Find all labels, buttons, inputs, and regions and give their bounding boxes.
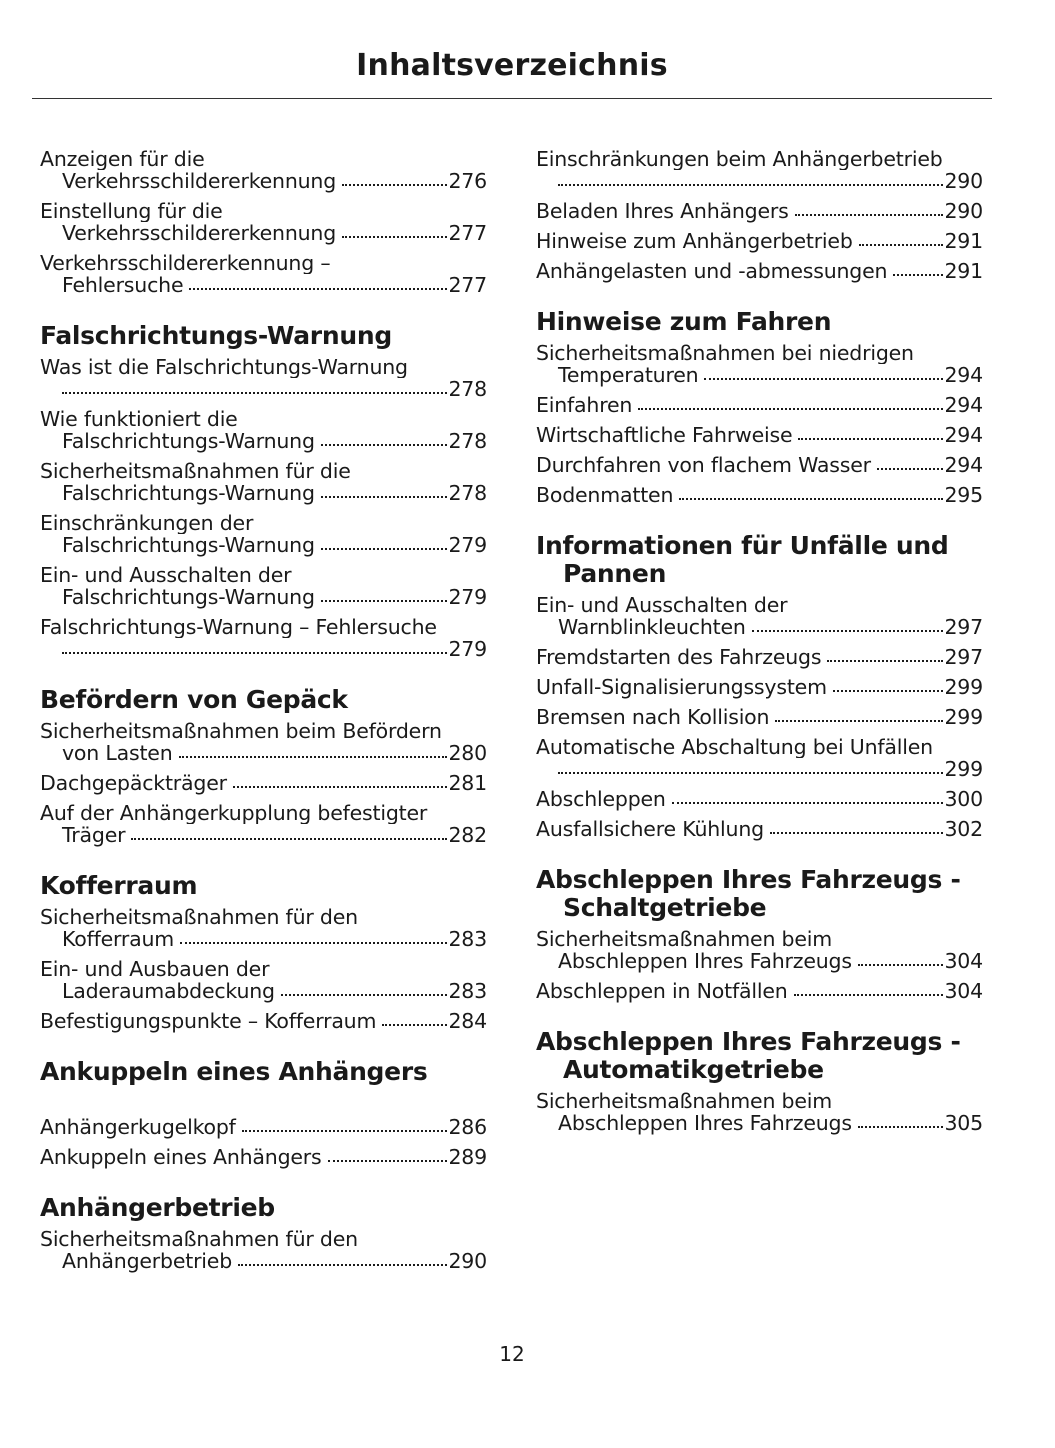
toc-entry-row bbox=[40, 1250, 487, 1272]
dot-leader bbox=[877, 456, 944, 472]
toc-entry-title: Einschränkungen beim Anhängerbetrieb bbox=[536, 148, 943, 170]
toc-entry[interactable] bbox=[536, 928, 983, 972]
toc-page-number: 294 bbox=[944, 363, 983, 387]
toc-entry-title: Ein- und Ausschalten der bbox=[536, 594, 788, 616]
toc-entry[interactable] bbox=[536, 148, 983, 192]
toc-entry-title: Sicherheitsmaßnahmen für den bbox=[40, 906, 358, 928]
toc-page-number: 278 bbox=[448, 377, 487, 401]
toc-page-number: 283 bbox=[448, 927, 487, 951]
toc-page-number: 294 bbox=[944, 453, 983, 477]
toc-entry-title: Sicherheitsmaßnahmen beim Befördern bbox=[40, 720, 442, 742]
toc-entry-title: Sicherheitsmaßnahmen bei niedrigen bbox=[536, 342, 914, 364]
toc-entry-row bbox=[40, 824, 487, 846]
toc-entry[interactable] bbox=[40, 200, 487, 244]
toc-entry[interactable] bbox=[40, 512, 487, 556]
toc-entry-row bbox=[40, 742, 487, 764]
toc-entry[interactable] bbox=[536, 342, 983, 386]
toc-entry[interactable] bbox=[40, 1228, 487, 1272]
toc-entry-row bbox=[536, 454, 983, 476]
toc-entry-text: Abschleppen bbox=[536, 787, 666, 811]
toc-section bbox=[40, 1058, 487, 1168]
toc-page-number: 305 bbox=[944, 1111, 983, 1135]
toc-entry[interactable] bbox=[40, 720, 487, 764]
toc-page-number: 294 bbox=[944, 423, 983, 447]
toc-page-number: 295 bbox=[944, 483, 983, 507]
toc-page-number: 277 bbox=[448, 221, 487, 245]
toc-entry-row bbox=[536, 424, 983, 446]
toc-page-number: 299 bbox=[944, 705, 983, 729]
toc-page-number: 304 bbox=[944, 949, 983, 973]
toc-entry-text: Durchfahren von flachem Wasser bbox=[536, 453, 871, 477]
dot-leader bbox=[704, 366, 943, 382]
toc-page-number: 282 bbox=[448, 823, 487, 847]
toc-section bbox=[536, 866, 983, 1002]
toc-entry-text: Fehlersuche bbox=[62, 273, 184, 297]
toc-section bbox=[536, 532, 983, 840]
toc-page-number: 283 bbox=[448, 979, 487, 1003]
toc-page-number: 294 bbox=[944, 393, 983, 417]
toc-page-number: 297 bbox=[944, 615, 983, 639]
toc-entry-title: Sicherheitsmaßnahmen beim bbox=[536, 928, 833, 950]
toc-entry[interactable] bbox=[40, 616, 487, 660]
section-heading: Ankuppeln eines Anhängers bbox=[40, 1057, 428, 1086]
toc-entry[interactable] bbox=[536, 1090, 983, 1134]
toc-entry[interactable] bbox=[536, 646, 983, 668]
toc-entry-text: Wirtschaftliche Fahrweise bbox=[536, 423, 793, 447]
toc-page-number: 291 bbox=[944, 229, 983, 253]
dot-leader bbox=[638, 396, 943, 412]
dot-leader bbox=[752, 618, 944, 634]
toc-entry-text: Abschleppen in Notfällen bbox=[536, 979, 788, 1003]
dot-leader bbox=[558, 760, 943, 776]
dot-leader bbox=[382, 1012, 447, 1028]
page-title: Inhaltsverzeichnis bbox=[356, 48, 668, 83]
toc-entry-row bbox=[536, 758, 983, 780]
dot-leader bbox=[795, 202, 944, 218]
toc-entry-row bbox=[40, 1010, 487, 1032]
toc-entry[interactable] bbox=[40, 356, 487, 400]
toc-entry-text: Hinweise zum Anhängerbetrieb bbox=[536, 229, 853, 253]
toc-entry[interactable] bbox=[40, 1146, 487, 1168]
toc-entry-title: Automatische Abschaltung bei Unfällen bbox=[536, 736, 933, 758]
toc-page-number: 300 bbox=[944, 787, 983, 811]
toc-page-number: 284 bbox=[448, 1009, 487, 1033]
toc-entry[interactable] bbox=[536, 676, 983, 698]
toc-entry-text: Abschleppen Ihres Fahrzeugs bbox=[558, 949, 852, 973]
section-heading: Falschrichtungs-Warnung bbox=[40, 321, 392, 350]
toc-entry[interactable] bbox=[40, 252, 487, 296]
toc-entry[interactable] bbox=[40, 408, 487, 452]
dot-leader bbox=[281, 982, 448, 998]
toc-entry-text: Befestigungspunkte – Kofferraum bbox=[40, 1009, 377, 1033]
toc-entry-title: Ein- und Ausbauen der bbox=[40, 958, 270, 980]
toc-entry-title: Einschränkungen der bbox=[40, 512, 254, 534]
toc-page-number: 299 bbox=[944, 675, 983, 699]
dot-leader bbox=[827, 648, 943, 664]
toc-entry-row bbox=[40, 980, 487, 1002]
toc-entry-title: Ein- und Ausschalten der bbox=[40, 564, 292, 586]
toc-entry-text: Falschrichtungs-Warnung bbox=[62, 429, 315, 453]
dot-leader bbox=[798, 426, 943, 442]
dot-leader bbox=[672, 790, 944, 806]
toc-entry-title: Sicherheitsmaßnahmen beim bbox=[536, 1090, 833, 1112]
toc-entry[interactable] bbox=[40, 906, 487, 950]
dot-leader bbox=[242, 1118, 448, 1134]
toc-entry-title: Sicherheitsmaßnahmen für die bbox=[40, 460, 351, 482]
toc-entry-row bbox=[536, 950, 983, 972]
toc-entry-text: Ankuppeln eines Anhängers bbox=[40, 1145, 322, 1169]
toc-entry-row bbox=[40, 772, 487, 794]
toc-entry-row bbox=[536, 484, 983, 506]
toc-page-number: 291 bbox=[944, 259, 983, 283]
toc-entry-row bbox=[40, 170, 487, 192]
toc-entry-title: Sicherheitsmaßnahmen für den bbox=[40, 1228, 358, 1250]
section-heading: Abschleppen Ihres Fahrzeugs - Automatikgetriebe bbox=[536, 1027, 961, 1084]
toc-entry[interactable] bbox=[40, 564, 487, 608]
toc-right-column bbox=[536, 148, 983, 1160]
dot-leader bbox=[858, 1114, 944, 1130]
dot-leader bbox=[859, 232, 944, 248]
page-number: 12 bbox=[499, 1342, 525, 1366]
toc-entry[interactable] bbox=[536, 484, 983, 506]
toc-entry-row bbox=[40, 274, 487, 296]
toc-entry[interactable] bbox=[536, 394, 983, 416]
toc-entry[interactable] bbox=[536, 788, 983, 810]
toc-page-number: 304 bbox=[944, 979, 983, 1003]
toc-entry-row bbox=[536, 1112, 983, 1134]
toc-entry[interactable] bbox=[536, 200, 983, 222]
toc-entry-text: Falschrichtungs-Warnung bbox=[62, 481, 315, 505]
toc-entry-row bbox=[40, 222, 487, 244]
toc-page-number: 278 bbox=[448, 429, 487, 453]
toc-entry[interactable] bbox=[40, 460, 487, 504]
toc-left-column bbox=[40, 148, 487, 1298]
section-heading: Befördern von Gepäck bbox=[40, 685, 348, 714]
toc-entry[interactable] bbox=[536, 230, 983, 252]
dot-leader bbox=[62, 640, 447, 656]
toc-entry-row bbox=[40, 1146, 487, 1168]
toc-entry[interactable] bbox=[536, 454, 983, 476]
toc-entry-text: Bodenmatten bbox=[536, 483, 674, 507]
dot-leader bbox=[321, 536, 448, 552]
dot-leader bbox=[893, 262, 943, 278]
toc-entry-row bbox=[40, 534, 487, 556]
toc-entry-title: Was ist die Falschrichtungs-Warnung bbox=[40, 356, 408, 378]
toc-page-number: 297 bbox=[944, 645, 983, 669]
toc-entry-text: Temperaturen bbox=[558, 363, 699, 387]
toc-entry-text: Falschrichtungs-Warnung bbox=[62, 533, 315, 557]
dot-leader bbox=[342, 172, 447, 188]
toc-page-number: 278 bbox=[448, 481, 487, 505]
toc-entry-text: von Lasten bbox=[62, 741, 173, 765]
toc-entry[interactable] bbox=[40, 958, 487, 1002]
toc-entry-row bbox=[40, 586, 487, 608]
toc-page-number: 299 bbox=[944, 757, 983, 781]
toc-entry-row bbox=[536, 676, 983, 698]
dot-leader bbox=[679, 486, 943, 502]
toc-entry-title: Verkehrsschildererkennung – bbox=[40, 252, 331, 274]
toc-entry-text: Abschleppen Ihres Fahrzeugs bbox=[558, 1111, 852, 1135]
toc-entry-row bbox=[536, 260, 983, 282]
toc-page-number: 289 bbox=[448, 1145, 487, 1169]
toc-entry-row bbox=[536, 980, 983, 1002]
toc-page-number: 290 bbox=[944, 199, 983, 223]
toc-page-number: 302 bbox=[944, 817, 983, 841]
dot-leader bbox=[858, 952, 944, 968]
toc-entry[interactable] bbox=[40, 1116, 487, 1138]
toc-entry-text: Fremdstarten des Fahrzeugs bbox=[536, 645, 822, 669]
toc-entry-row bbox=[40, 430, 487, 452]
toc-entry-title: Wie funktioniert die bbox=[40, 408, 238, 430]
toc-entry-text: Beladen Ihres Anhängers bbox=[536, 199, 789, 223]
toc-entry[interactable] bbox=[536, 594, 983, 638]
toc-entry-row bbox=[536, 788, 983, 810]
dot-leader bbox=[321, 588, 448, 604]
toc-entry-row bbox=[40, 1116, 487, 1138]
toc-entry-row bbox=[536, 394, 983, 416]
toc-page-number: 286 bbox=[448, 1115, 487, 1139]
toc-page-number: 279 bbox=[448, 637, 487, 661]
toc-entry-row bbox=[40, 638, 487, 660]
dot-leader bbox=[770, 820, 944, 836]
toc-entry[interactable] bbox=[40, 148, 487, 192]
toc-section bbox=[40, 1194, 487, 1272]
toc-entry-text: Anhängelasten und -abmessungen bbox=[536, 259, 888, 283]
toc-entry-text: Warnblinkleuchten bbox=[558, 615, 746, 639]
toc-page-number: 290 bbox=[448, 1249, 487, 1273]
toc-section bbox=[536, 1028, 983, 1134]
toc-section bbox=[40, 686, 487, 846]
toc-entry-text: Kofferraum bbox=[62, 927, 175, 951]
toc-entry[interactable] bbox=[40, 772, 487, 794]
dot-leader bbox=[342, 224, 447, 240]
toc-entry-text: Laderaumabdeckung bbox=[62, 979, 275, 1003]
toc-entry[interactable] bbox=[536, 424, 983, 446]
toc-entry-row bbox=[536, 200, 983, 222]
toc-entry-text: Verkehrsschildererkennung bbox=[62, 169, 337, 193]
toc-entry[interactable] bbox=[40, 1010, 487, 1032]
section-heading: Anhängerbetrieb bbox=[40, 1193, 275, 1222]
section-heading: Informationen für Unfälle und Pannen bbox=[536, 531, 949, 588]
toc-entry-title: Anzeigen für die bbox=[40, 148, 205, 170]
toc-entry-title: Falschrichtungs-Warnung – Fehlersuche bbox=[40, 616, 437, 638]
toc-entry-row bbox=[536, 170, 983, 192]
dot-leader bbox=[189, 276, 447, 292]
dot-leader bbox=[238, 1252, 447, 1268]
dot-leader bbox=[321, 484, 448, 500]
dot-leader bbox=[62, 380, 447, 396]
toc-entry-row bbox=[536, 706, 983, 728]
dot-leader bbox=[833, 678, 944, 694]
toc-entry-text: Falschrichtungs-Warnung bbox=[62, 585, 315, 609]
toc-entry-text: Einfahren bbox=[536, 393, 633, 417]
toc-entry-row bbox=[536, 364, 983, 386]
toc-entry[interactable] bbox=[40, 802, 487, 846]
toc-entry-text: Anhängerbetrieb bbox=[62, 1249, 233, 1273]
dot-leader bbox=[794, 982, 944, 998]
dot-leader bbox=[233, 774, 448, 790]
toc-page-number: 290 bbox=[944, 169, 983, 193]
toc-entry-row bbox=[536, 818, 983, 840]
toc-section bbox=[40, 872, 487, 1032]
toc-entry-text: Bremsen nach Kollision bbox=[536, 705, 770, 729]
toc-entry[interactable] bbox=[536, 980, 983, 1002]
toc-entry-row bbox=[536, 616, 983, 638]
toc-entry-text: Unfall-Signalisierungssystem bbox=[536, 675, 827, 699]
toc-entry-row bbox=[536, 646, 983, 668]
toc-page-number: 277 bbox=[448, 273, 487, 297]
toc-entry-title: Auf der Anhängerkupplung befestigter bbox=[40, 802, 428, 824]
dot-leader bbox=[775, 708, 943, 724]
title-divider bbox=[32, 98, 992, 99]
dot-leader bbox=[321, 432, 448, 448]
toc-entry-text: Ausfallsichere Kühlung bbox=[536, 817, 764, 841]
toc-entry-row bbox=[40, 928, 487, 950]
toc-entry[interactable] bbox=[536, 818, 983, 840]
dot-leader bbox=[180, 930, 447, 946]
dot-leader bbox=[179, 744, 448, 760]
toc-page-number: 276 bbox=[448, 169, 487, 193]
toc-entry-row bbox=[40, 482, 487, 504]
toc-page-number: 281 bbox=[448, 771, 487, 795]
toc-page-number: 279 bbox=[448, 585, 487, 609]
toc-page-number: 279 bbox=[448, 533, 487, 557]
toc-section bbox=[536, 148, 983, 282]
toc-section bbox=[40, 322, 487, 660]
toc-page-number: 280 bbox=[448, 741, 487, 765]
toc-entry-text: Anhängerkugelkopf bbox=[40, 1115, 236, 1139]
toc-section bbox=[536, 308, 983, 506]
dot-leader bbox=[328, 1148, 448, 1164]
toc-entry[interactable] bbox=[536, 736, 983, 780]
toc-entry-title: Einstellung für die bbox=[40, 200, 223, 222]
toc-entry-row bbox=[536, 230, 983, 252]
dot-leader bbox=[131, 826, 447, 842]
toc-entry-text: Dachgepäckträger bbox=[40, 771, 227, 795]
section-heading: Hinweise zum Fahren bbox=[536, 307, 832, 336]
toc-entry-text: Verkehrsschildererkennung bbox=[62, 221, 337, 245]
toc-entry[interactable] bbox=[536, 260, 983, 282]
section-heading: Kofferraum bbox=[40, 871, 198, 900]
toc-entry-row bbox=[40, 378, 487, 400]
dot-leader bbox=[558, 172, 943, 188]
toc-entry[interactable] bbox=[536, 706, 983, 728]
section-heading: Abschleppen Ihres Fahrzeugs - Schaltgetriebe bbox=[536, 865, 961, 922]
toc-section bbox=[40, 148, 487, 296]
toc-entry-text: Träger bbox=[62, 823, 126, 847]
